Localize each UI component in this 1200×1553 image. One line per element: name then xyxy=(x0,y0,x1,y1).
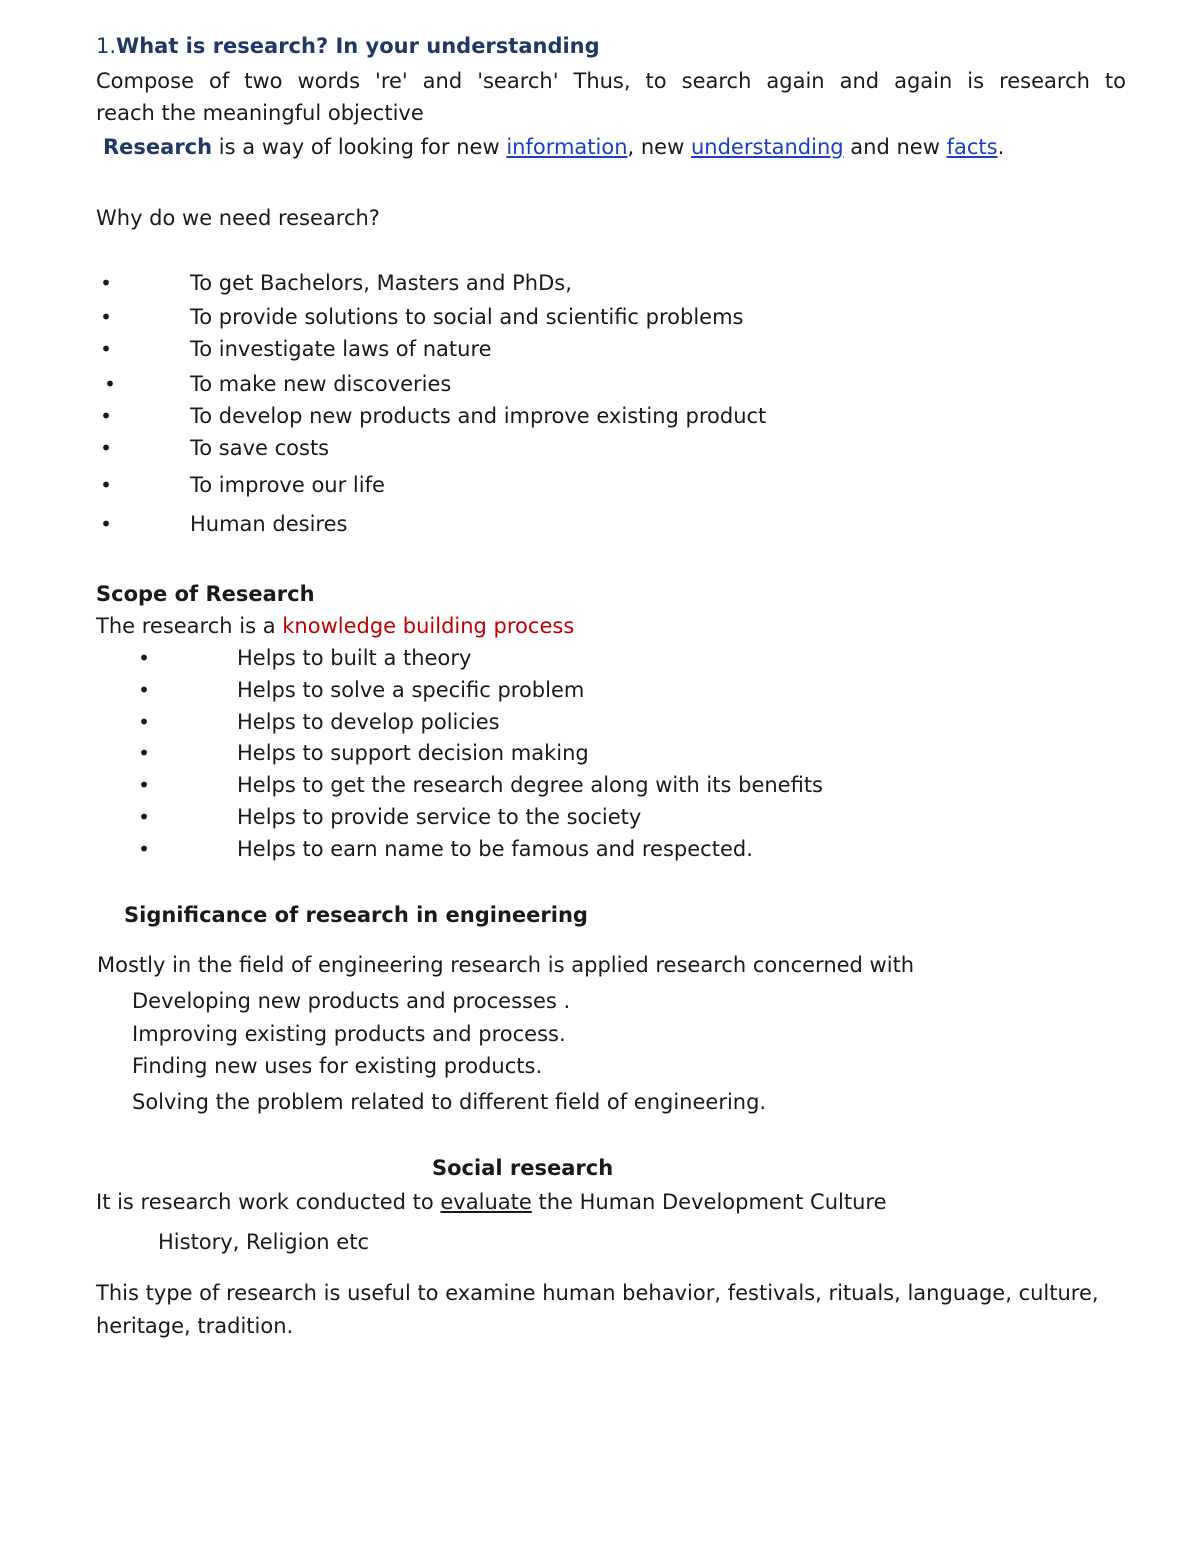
list-item: Finding new uses for existing products. xyxy=(132,1054,543,1078)
bullet-icon: • xyxy=(100,337,112,361)
definition-end: . xyxy=(997,135,1005,159)
section1-heading xyxy=(96,31,600,61)
heading-number: 1. xyxy=(96,34,117,58)
significance-heading: Significance of research in engineering xyxy=(124,903,588,927)
bullet-icon: • xyxy=(100,404,112,428)
definition-term: Research xyxy=(103,135,213,159)
facts-link[interactable]: facts xyxy=(946,135,998,159)
scope-heading: Scope of Research xyxy=(96,582,315,606)
bullet-icon: • xyxy=(100,512,112,536)
list-item: Solving the problem related to different field of engineering. xyxy=(132,1090,767,1114)
evaluate-word: evaluate xyxy=(440,1190,532,1214)
bullet-icon: • xyxy=(100,436,112,460)
definition-text-3: and new xyxy=(843,135,947,159)
research-definition xyxy=(103,132,1004,162)
document-page: 1.What is research? In your understanding Compose of two words 're' and 'search' Thus, to search again and again is research to reach the meaningful objective Research is a way of looking for new information, new understanding and new facts. Why do we need research? • To get Bachelors, Masters and PhDs, • To provide solutions to social and scientific problems • To investigate laws of nature • To make new discoveries • To develop new products and improve existing product • To save costs • To improve our life • Human desires Scope of Research The research is a knowledge building process • Helps to built a theory • Helps to solve a specific problem • Helps to develop policies • Helps to support decision making • Helps to get the research degree along with its benefits • Helps to provide service to the society • Helps to earn name to be famous and respected. Significance of research in engineering Mostly in the field of engineering research is applied research concerned with Developing new products and processes . Improving existing products and process. Finding new uses for existing products. Solving the problem related to different field of engineering. Social research It is research work conducted to evaluate the Human Development Culture History, Religion etc This type of research is useful to examine human behavior, festivals, rituals, language, culture, heritage, tradition. xyxy=(0,0,1200,1553)
bullet-icon: • xyxy=(100,271,112,295)
list-item: Developing new products and processes . xyxy=(132,989,571,1013)
bullet-icon: • xyxy=(138,710,150,734)
information-link[interactable]: information xyxy=(506,135,628,159)
scope-intro: The research is a knowledge building process xyxy=(96,614,575,638)
significance-intro: Mostly in the field of engineering research is applied research concerned with xyxy=(97,953,915,977)
bullet-icon: • xyxy=(100,473,112,497)
highlighted-phrase: knowledge building process xyxy=(282,614,575,638)
social-line-1: It is research work conducted to evaluate the Human Development Culture xyxy=(96,1190,887,1214)
heading-text: What is research? In your understanding xyxy=(116,34,600,58)
why-question: Why do we need research? xyxy=(96,206,380,230)
social-paragraph-line-1: This type of research is useful to examine human behavior, festivals, rituals, language, culture, xyxy=(96,1281,1099,1305)
definition-text-1: is a way of looking for new xyxy=(212,135,507,159)
compose-line-1: Compose of two words 're' and 'search' Thus, to search again and again is research to xyxy=(96,69,1126,93)
bullet-icon: • xyxy=(138,805,150,829)
bullet-icon: • xyxy=(138,773,150,797)
social-paragraph-line-2: heritage, tradition. xyxy=(96,1314,294,1338)
bullet-icon: • xyxy=(104,372,116,396)
bullet-icon: • xyxy=(138,678,150,702)
bullet-icon: • xyxy=(138,837,150,861)
social-heading: Social research xyxy=(432,1156,614,1180)
bullet-icon: • xyxy=(138,646,150,670)
list-item: Improving existing products and process. xyxy=(132,1022,566,1046)
social-line-2: History, Religion etc xyxy=(158,1230,369,1254)
bullet-icon: • xyxy=(100,305,112,329)
compose-line-2: reach the meaningful objective xyxy=(96,101,424,125)
bullet-icon: • xyxy=(138,741,150,765)
definition-text-2: , new xyxy=(627,135,691,159)
understanding-link[interactable]: understanding xyxy=(690,135,844,159)
